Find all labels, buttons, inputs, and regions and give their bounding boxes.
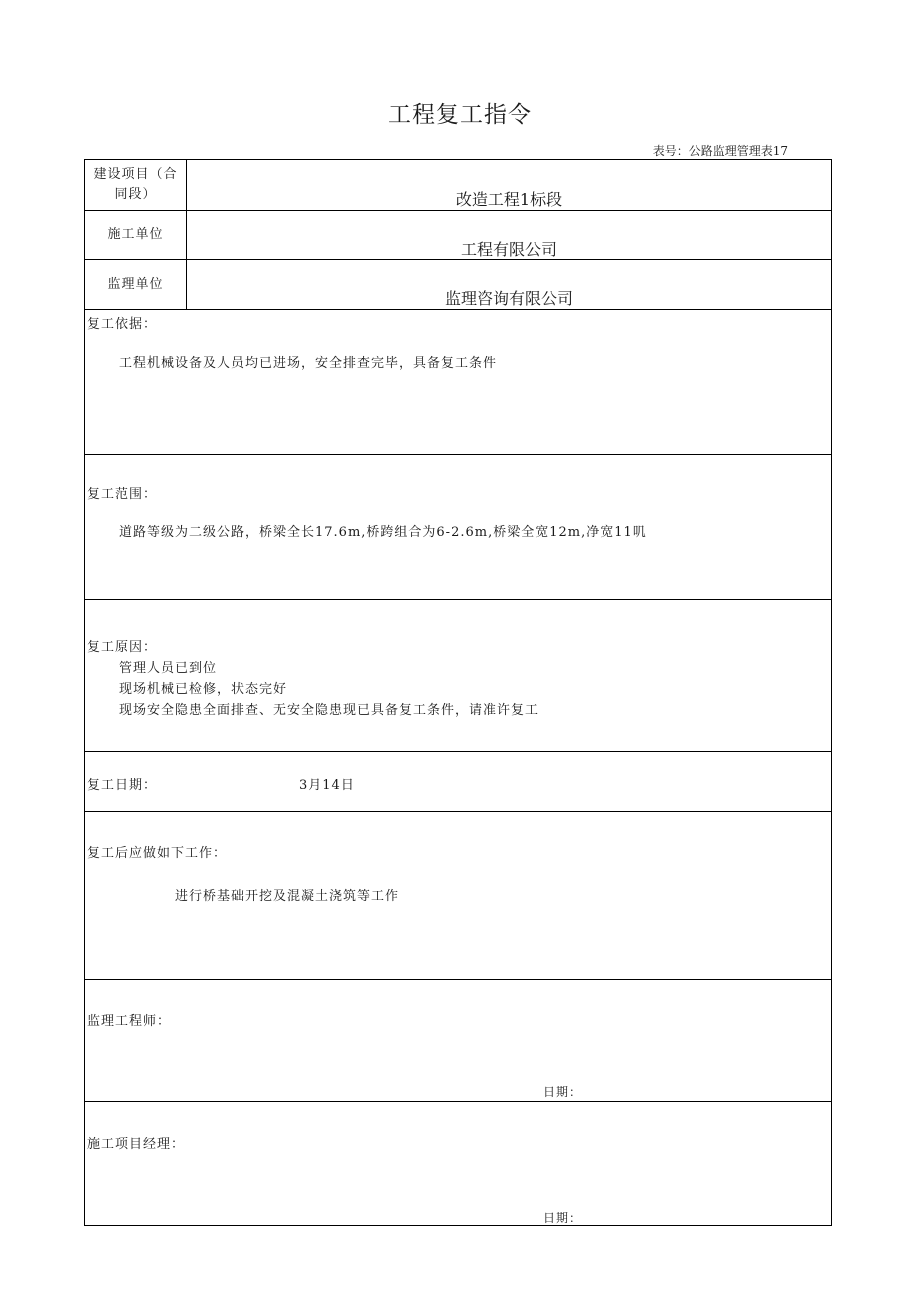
contractor-label: 施工单位 xyxy=(85,211,187,259)
reason-line: 管理人员已到位 xyxy=(119,661,218,676)
reason-line: 现场机械已检修，状态完好 xyxy=(119,682,288,697)
scope-section xyxy=(85,455,831,600)
instruction-form xyxy=(84,159,832,1226)
project-row xyxy=(85,160,831,211)
follow-up-text: 进行桥基础开挖及混凝土浇筑等工作 xyxy=(175,889,400,904)
supervisor-row xyxy=(85,260,831,310)
resume-date-label: 复工日期： xyxy=(87,778,158,793)
basis-label: 复工依据： xyxy=(87,317,158,332)
supervisor-label: 监理单位 xyxy=(85,260,187,309)
project-manager-date-label: 日期： xyxy=(543,1211,583,1225)
follow-up-label: 复工后应做如下工作： xyxy=(87,846,228,861)
reason-section xyxy=(85,600,831,752)
reason-label: 复工原因： xyxy=(87,640,158,655)
scope-label: 复工范围： xyxy=(87,487,158,502)
supervising-engineer-date-label: 日期： xyxy=(543,1085,583,1099)
basis-section xyxy=(85,310,831,455)
supervising-engineer-label: 监理工程师： xyxy=(87,1014,172,1029)
resume-date-section xyxy=(85,752,831,812)
form-number: 表号：公路监理管理表17 xyxy=(652,144,788,158)
supervising-engineer-section xyxy=(85,980,831,1102)
project-label: 建设项目（合同段） xyxy=(85,160,187,210)
follow-up-section xyxy=(85,812,831,980)
contractor-row xyxy=(85,211,831,260)
project-manager-label: 施工项目经理： xyxy=(87,1137,186,1152)
supervisor-value: 监理咨询有限公司 xyxy=(444,289,573,308)
reason-line: 现场安全隐患全面排查、无安全隐患现已具备复工条件，请准许复工 xyxy=(119,703,540,718)
scope-text: 道路等级为二级公路，桥梁全长17.6m,桥跨组合为6-2.6m,桥梁全宽12m,净宽11叽 xyxy=(119,525,647,540)
page-title: 工程复工指令 xyxy=(388,102,532,128)
project-manager-section xyxy=(85,1102,831,1227)
resume-date-value: 3月14日 xyxy=(299,778,355,793)
basis-text: 工程机械设备及人员均已进场，安全排查完毕，具备复工条件 xyxy=(119,356,498,371)
contractor-value: 工程有限公司 xyxy=(460,240,557,259)
project-value: 改造工程1标段 xyxy=(455,190,563,209)
